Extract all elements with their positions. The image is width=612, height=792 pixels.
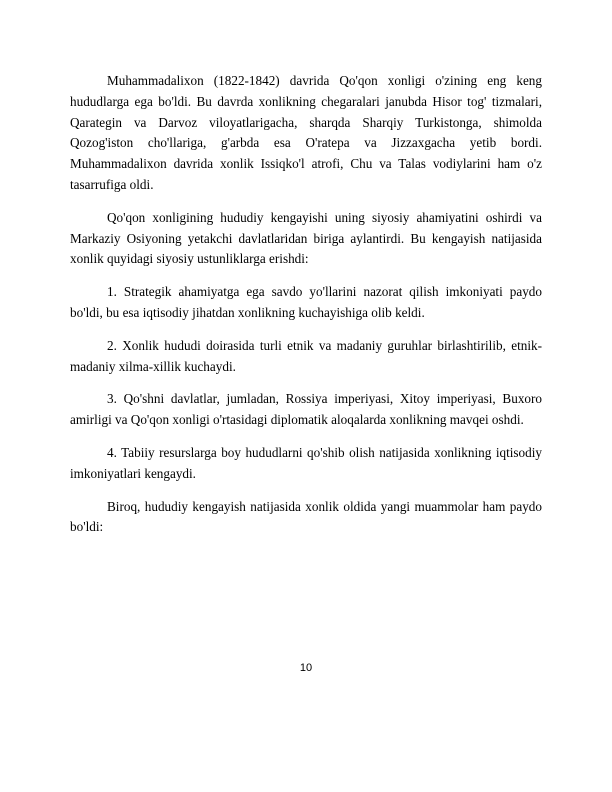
page-number: 10 [299,662,313,674]
page-body [70,71,542,550]
paragraph-expansion: Qo'qon xonligining hududiy kengayishi uning siyosiy ahamiyatini oshirdi va Markaziy Osiyoning yetakchi davlatlaridan biriga aylantirdi. Bu kengayish natijasida xonlik quyidagi siyosiy ustunliklarga erishdi: [70,209,542,267]
list-item-4: 4. Tabiiy resurslarga boy hududlarni qo'shib olish natijasida xonlikning iqtisodiy imkoniyatlari kengaydi. [70,444,542,481]
list-item-1: 1. Strategik ahamiyatga ega savdo yo'llarini nazorat qilish imkoniyati paydo bo'ldi, bu esa iqtisodiy jihatdan xonlikning kuchayishiga olib keldi. [70,284,542,320]
paragraph-intro: Muhammadalixon (1822-1842) davrida Qo'qon xonligi o'zining eng keng hududlarga ega bo'ldi. Bu davrda xonlikning chegaralari janubda Hisor tog' tizmalari, Qarategin va Darvoz viloyatlarigacha, sharqda Sharqiy Turkistonga, shimolda Qozog'iston cho'llariga, g'arbda esa O'ratepa va Jizzaxgacha yetib bordi. Muhammadalixon davrida xonlik Issiqko'l atrofi, Chu va Talas vodiylarini ham o'z tasarrufiga oldi. [70,73,542,192]
paragraph-problems: Biroq, hududiy kengayish natijasida xonlik oldida yangi muammolar ham paydo bo'ldi: [70,498,542,535]
list-item-3: 3. Qo'shni davlatlar, jumladan, Rossiya imperiyasi, Xitoy imperiyasi, Buxoro amirligi va Qo'qon xonligi o'rtasidagi diplomatik aloqalarda xonlikning mavqei oshdi. [70,391,542,428]
list-item-2: 2. Xonlik hududi doirasida turli etnik va madaniy guruhlar birlashtirilib, etnik-madaniy xilma-xillik kuchaydi. [70,337,542,374]
